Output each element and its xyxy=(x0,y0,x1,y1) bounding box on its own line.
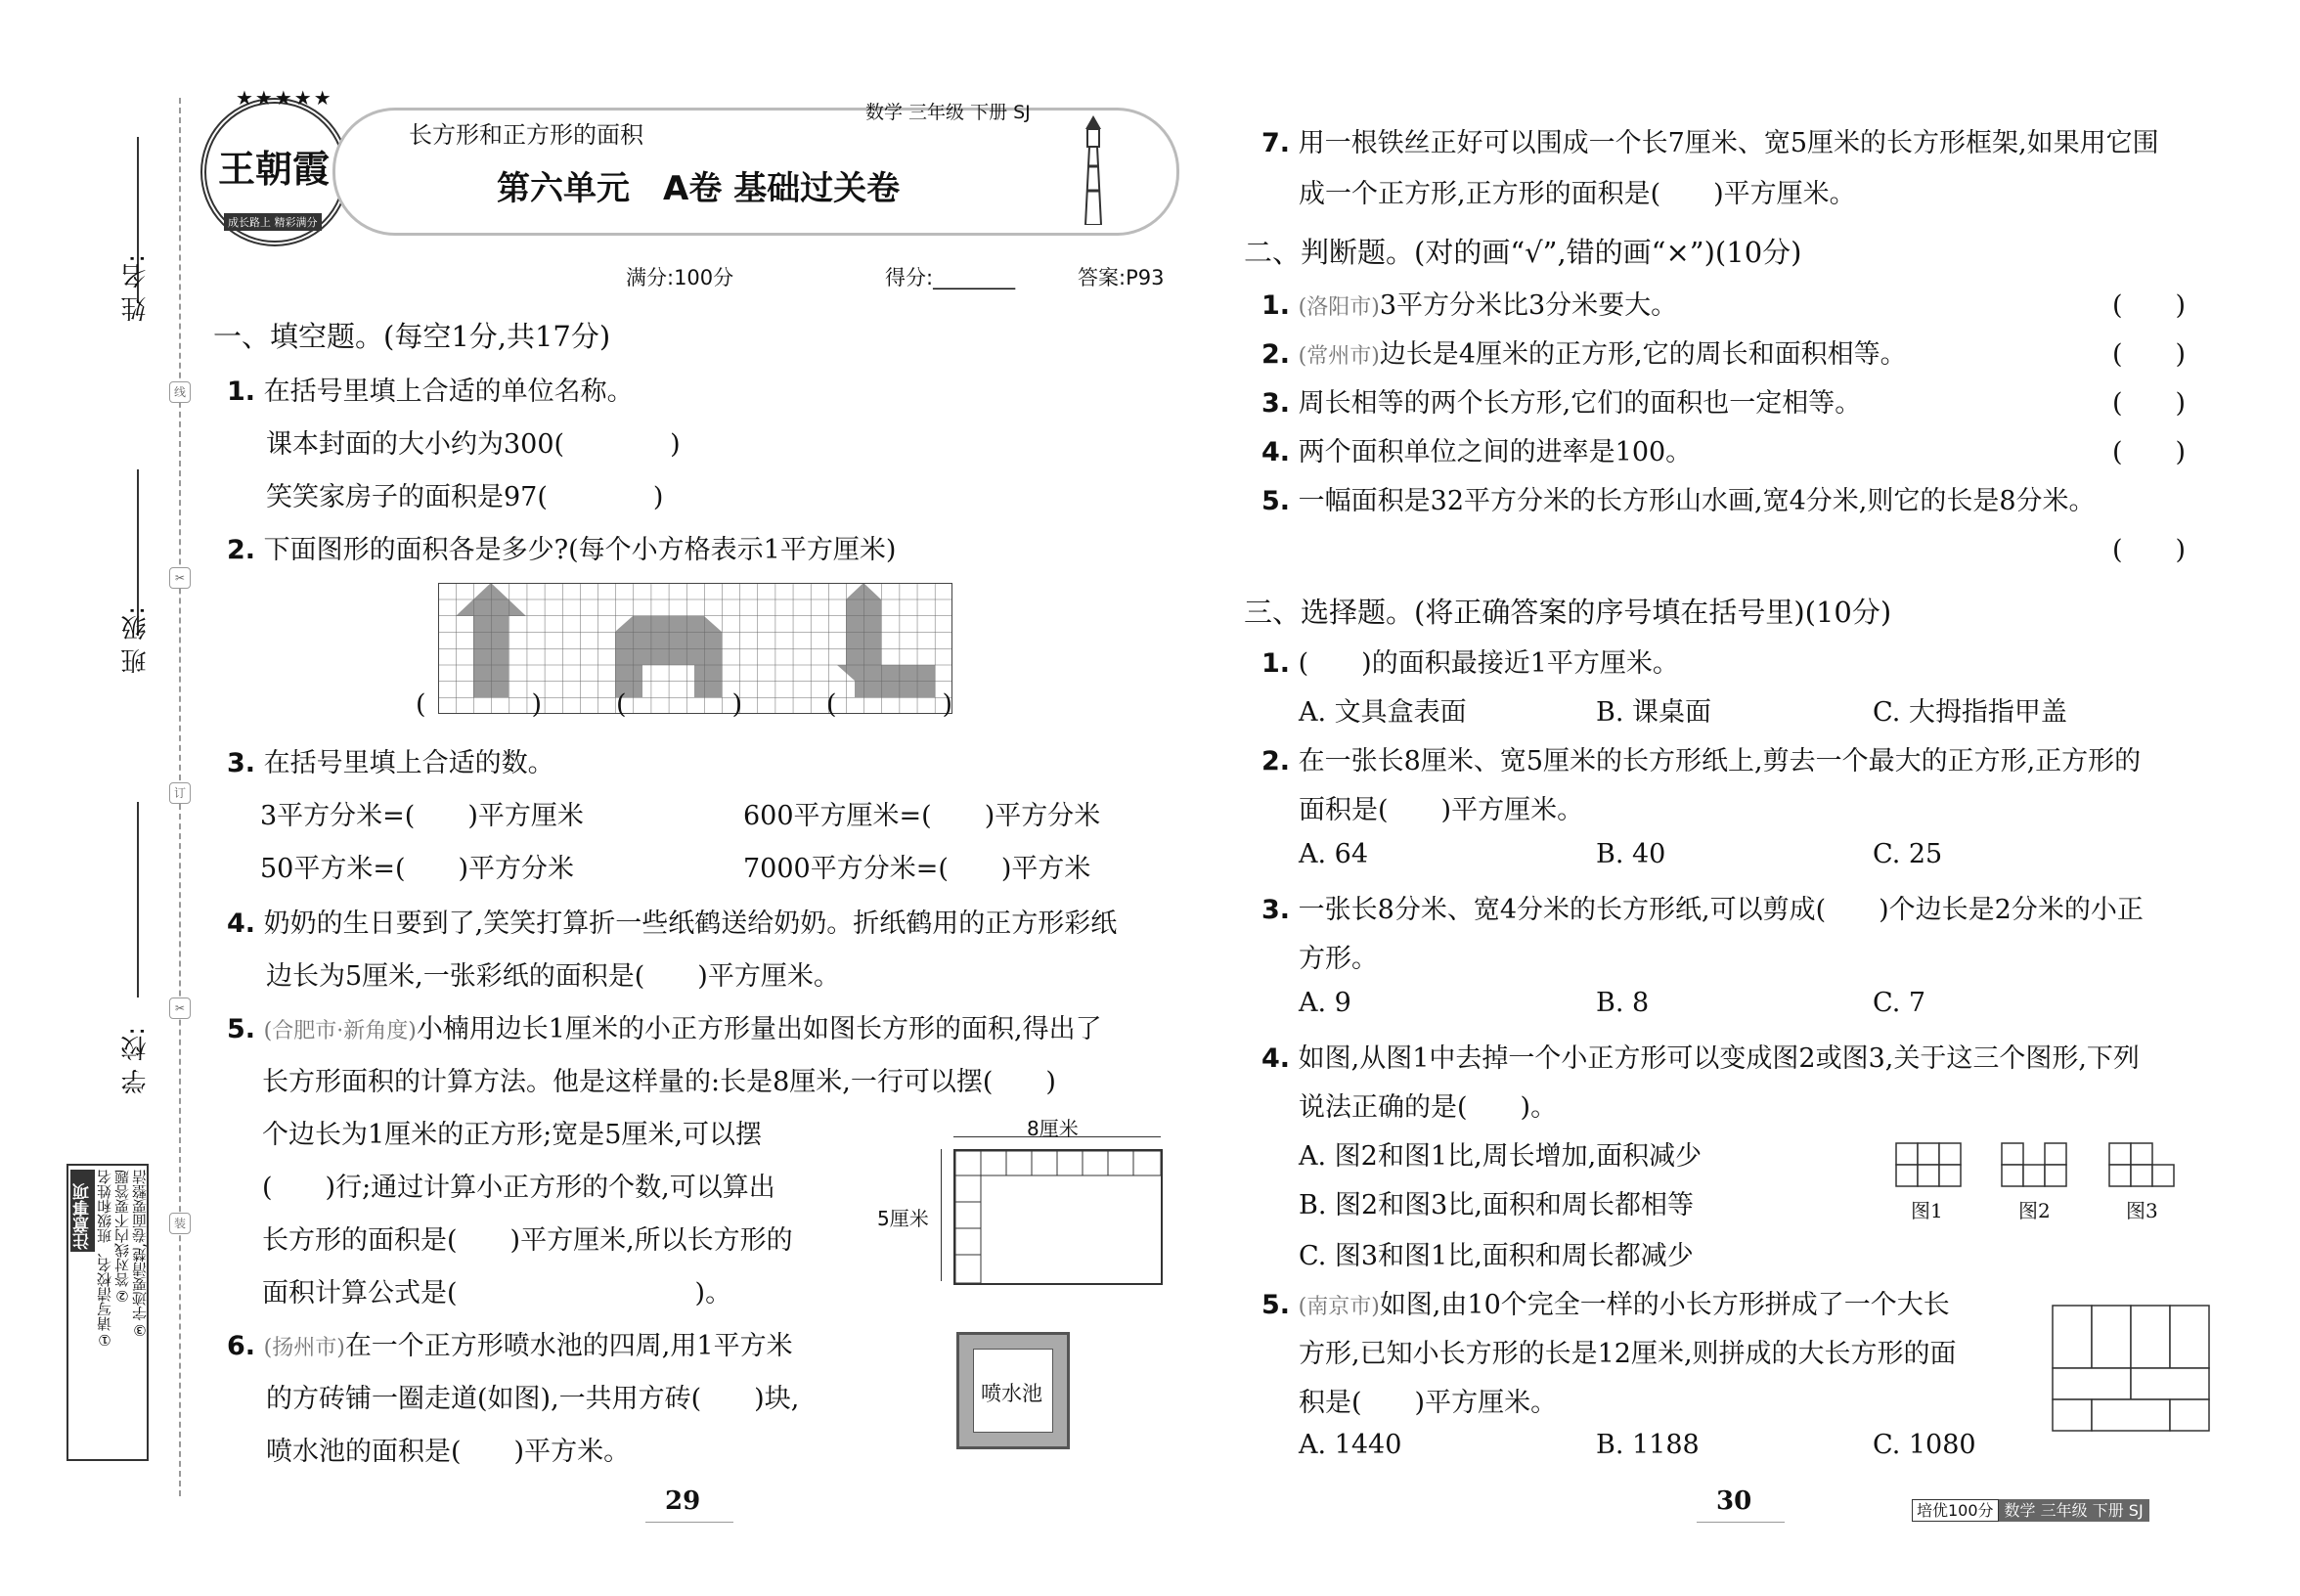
choice-3-option-b[interactable]: B. 8 xyxy=(1596,988,1650,1018)
choice-3-option-c[interactable]: C. 7 xyxy=(1873,988,1926,1018)
question-6-line1: 在一个正方形喷水池的四周,用1平方米 xyxy=(344,1331,793,1361)
judge-5: 5. 一幅面积是32平方分米的长方形山水画,宽4分米,则它的长是8分米。 xyxy=(1261,486,2096,516)
length-label: 8厘米 xyxy=(1027,1117,1079,1140)
judge-1-text: 3平方分米比3分米要大。 xyxy=(1379,290,1678,321)
choice-4-line2: 说法正确的是( )。 xyxy=(1299,1092,1558,1123)
choice-4: 4. 如图,从图1中去掉一个小正方形可以变成图2或图3,关于这三个图形,下列 xyxy=(1261,1043,2140,1074)
choice-2-line1: 在一张长8厘米、宽5厘米的长方形纸上,剪去一个最大的正方形,正方形的 xyxy=(1298,746,2142,776)
choice-5-option-a[interactable]: A. 1440 xyxy=(1299,1430,1402,1460)
page-ornament-left xyxy=(645,1522,733,1523)
judge-1: 1. (洛阳市)3平方分米比3分米要大。 xyxy=(1261,290,1678,321)
choice-5-line2: 方形,已知小长方形的长是12厘米,则拼成的大长方形的面 xyxy=(1299,1339,1957,1369)
star-icon: ★★★★★ xyxy=(236,86,333,110)
notice-item-3: ③字迹要清楚,卷面要整洁 xyxy=(131,1170,149,1339)
section-choice-title: 三、选择题。(将正确答案的序号填在括号里)(10分) xyxy=(1244,596,1892,629)
footer-meta: 数学 三年级 下册 SJ xyxy=(1999,1499,2149,1522)
cut-mark-1: 线 xyxy=(169,381,191,403)
page-number-left: 29 xyxy=(665,1486,701,1516)
answer-blank-fig2[interactable]: ( ) xyxy=(616,689,743,720)
question-6-line2: 的方砖铺一圈走道(如图),一共用方砖( )块, xyxy=(266,1384,800,1414)
choice-4-option-c[interactable]: C. 图3和图1比,面积和周长都减少 xyxy=(1299,1241,1694,1271)
scissors-icon: ✂ xyxy=(169,998,191,1019)
figure-2 xyxy=(2001,1142,2068,1187)
question-1-text: 在括号里填上合适的单位名称。 xyxy=(263,377,634,407)
judge-2-source: (常州市) xyxy=(1298,344,1380,369)
footer-badge xyxy=(1912,1498,2149,1522)
page-title: 第六单元 A卷 基础过关卷 xyxy=(497,169,901,208)
question-7: 7. 用一根铁丝正好可以围成一个长7厘米、宽5厘米的长方形框架,如果用它围 xyxy=(1261,128,2159,158)
question-5-line6: 面积计算公式是( )。 xyxy=(262,1278,732,1308)
choice-5-option-b[interactable]: B. 1188 xyxy=(1596,1430,1700,1460)
judge-2-answer[interactable]: ( ) xyxy=(2112,339,2187,370)
brick-rectangle-figure xyxy=(2052,1305,2210,1432)
judge-3-answer[interactable]: ( ) xyxy=(2112,388,2187,419)
choice-3-option-a[interactable]: A. 9 xyxy=(1299,988,1351,1018)
question-2: 2. 下面图形的面积各是多少?(每个小方格表示1平方厘米) xyxy=(227,535,897,565)
figure-3-label: 图3 xyxy=(2126,1199,2158,1222)
notice-box xyxy=(66,1164,149,1461)
school-label: 学 校: xyxy=(121,1027,151,1095)
choice-3-line1: 一张长8分米、宽4分米的长方形纸,可以剪成( )个边长是2分米的小正 xyxy=(1298,895,2144,925)
question-7-line2: 成一个正方形,正方形的面积是( )平方厘米。 xyxy=(1299,179,1856,209)
judge-2: 2. (常州市)边长是4厘米的正方形,它的周长和面积相等。 xyxy=(1261,339,1907,370)
judge-5-answer[interactable]: ( ) xyxy=(2112,535,2187,565)
scissors-icon: ✂ xyxy=(169,567,191,589)
question-5-line5: 长方形的面积是( )平方厘米,所以长方形的 xyxy=(262,1225,793,1256)
question-3a: 3平方分米=( )平方厘米 xyxy=(260,801,584,831)
choice-2: 2. 在一张长8厘米、宽5厘米的长方形纸上,剪去一个最大的正方形,正方形的 xyxy=(1261,746,2142,776)
cut-mark-2: 订 xyxy=(169,782,191,804)
full-score: 满分:100分 xyxy=(626,266,734,289)
page-ornament-right xyxy=(1697,1522,1785,1523)
question-5-line2: 长方形面积的计算方法。他是这样量的:长是8厘米,一行可以摆( ) xyxy=(262,1067,1056,1097)
answer-blank-fig1[interactable]: ( ) xyxy=(416,689,543,720)
question-5-source: (合肥市·新角度) xyxy=(263,1019,417,1043)
name-label: 姓 名: xyxy=(121,254,151,323)
rectangle-measure-figure xyxy=(953,1149,1163,1285)
judge-1-answer[interactable]: ( ) xyxy=(2112,290,2187,321)
question-6: 6. (扬州市)在一个正方形喷水池的四周,用1平方米 xyxy=(227,1331,793,1361)
question-5-line3: 个边长为1厘米的正方形;宽是5厘米,可以摆 xyxy=(262,1120,763,1150)
choice-4-line1: 如图,从图1中去掉一个小正方形可以变成图2或图3,关于这三个图形,下列 xyxy=(1298,1043,2140,1074)
question-1: 1. 在括号里填上合适的单位名称。 xyxy=(227,377,634,407)
question-1b: 笑笑家房子的面积是97( ) xyxy=(266,482,664,512)
choice-2-option-a[interactable]: A. 64 xyxy=(1299,839,1369,869)
choice-1-option-b[interactable]: B. 课桌面 xyxy=(1596,697,1712,728)
fountain-figure xyxy=(956,1332,1070,1449)
section-fill-blank-title: 一、填空题。(每空1分,共17分) xyxy=(213,320,611,353)
footer-tag: 培优100分 xyxy=(1912,1499,1999,1522)
judge-3: 3. 周长相等的两个长方形,它们的面积也一定相等。 xyxy=(1261,388,1862,419)
score-field[interactable]: 得分:________ xyxy=(885,266,1016,289)
judge-1-source: (洛阳市) xyxy=(1298,295,1380,320)
choice-1-option-c[interactable]: C. 大拇指指甲盖 xyxy=(1873,697,2067,728)
logo-badge xyxy=(200,86,349,246)
choice-1-option-a[interactable]: A. 文具盒表面 xyxy=(1299,697,1467,728)
question-6-source: (扬州市) xyxy=(263,1336,345,1360)
judge-4-answer[interactable]: ( ) xyxy=(2112,437,2187,467)
figure-3 xyxy=(2108,1142,2176,1187)
choice-4-option-b[interactable]: B. 图2和图3比,面积和周长都相等 xyxy=(1299,1190,1694,1220)
question-3: 3. 在括号里填上合适的数。 xyxy=(227,748,554,778)
answer-ref: 答案:P93 xyxy=(1078,266,1165,289)
choice-5: 5. (南京市)如图,由10个完全一样的小长方形拼成了一个大长 xyxy=(1261,1290,1950,1320)
question-7-line1: 用一根铁丝正好可以围成一个长7厘米、宽5厘米的长方形框架,如果用它围 xyxy=(1298,128,2159,158)
choice-5-line1: 如图,由10个完全一样的小长方形拼成了一个大长 xyxy=(1379,1290,1950,1320)
choice-2-option-b[interactable]: B. 40 xyxy=(1596,839,1666,869)
notice-item-1: ①请写清校名、班级和姓名 xyxy=(96,1170,113,1349)
judge-4-text: 两个面积单位之间的进率是100。 xyxy=(1298,437,1693,467)
question-4: 4. 奶奶的生日要到了,笑笑打算折一些纸鹤送给奶奶。折纸鹤用的正方形彩纸 xyxy=(227,909,1118,939)
page-number-right: 30 xyxy=(1716,1486,1752,1516)
meta-label: 数学 三年级 下册 SJ xyxy=(865,102,1031,123)
school-line xyxy=(137,802,139,998)
figure-2-label: 图2 xyxy=(2018,1199,2051,1222)
choice-2-option-c[interactable]: C. 25 xyxy=(1873,839,1943,869)
choice-3-line2: 方形。 xyxy=(1299,944,1378,974)
logo-slogan: 成长路上 精彩满分 xyxy=(224,213,322,231)
choice-5-line3: 积是( )平方厘米。 xyxy=(1299,1388,1558,1418)
notice-item-2: ②答对线内不要答题 xyxy=(113,1170,131,1305)
question-5: 5. (合肥市·新角度)小楠用边长1厘米的小正方形量出如图长方形的面积,得出了 xyxy=(227,1014,1102,1044)
question-1a: 课本封面的大小约为300( ) xyxy=(266,429,681,460)
class-label: 班 级: xyxy=(121,606,151,675)
question-3c: 50平方米=( )平方分米 xyxy=(260,854,575,884)
width-label: 5厘米 xyxy=(877,1207,929,1230)
question-3-text: 在括号里填上合适的数。 xyxy=(263,748,554,778)
width-dimension-line xyxy=(941,1149,942,1281)
cut-mark-3: 装 xyxy=(169,1213,191,1234)
judge-3-text: 周长相等的两个长方形,它们的面积也一定相等。 xyxy=(1298,388,1862,419)
judge-4: 4. 两个面积单位之间的进率是100。 xyxy=(1261,437,1693,467)
question-3b: 600平方厘米=( )平方分米 xyxy=(743,801,1101,831)
answer-blank-fig3[interactable]: ( ) xyxy=(826,689,953,720)
choice-4-option-a[interactable]: A. 图2和图1比,周长增加,面积减少 xyxy=(1299,1141,1703,1172)
notice-title: 注意事项 xyxy=(70,1170,95,1252)
topic-label: 长方形和正方形的面积 xyxy=(409,121,643,149)
question-5-line4: ( )行;通过计算小正方形的个数,可以算出 xyxy=(262,1173,775,1203)
question-4-line1: 奶奶的生日要到了,笑笑打算折一些纸鹤送给奶奶。折纸鹤用的正方形彩纸 xyxy=(263,909,1118,939)
pool-label: 喷水池 xyxy=(981,1382,1042,1405)
choice-5-source: (南京市) xyxy=(1298,1295,1380,1319)
choice-1-text: ( )的面积最接近1平方厘米。 xyxy=(1298,648,1679,679)
question-3d: 7000平方分米=( )平方米 xyxy=(743,854,1091,884)
judge-5-text: 一幅面积是32平方分米的长方形山水画,宽4分米,则它的长是8分米。 xyxy=(1298,486,2096,516)
question-2-text: 下面图形的面积各是多少?(每个小方格表示1平方厘米) xyxy=(263,535,897,565)
figure-1-label: 图1 xyxy=(1911,1199,1943,1222)
choice-2-line2: 面积是( )平方厘米。 xyxy=(1299,795,1584,825)
section-judge-title: 二、判断题。(对的画“√”,错的画“×”)(10分) xyxy=(1244,236,1802,269)
choice-3: 3. 一张长8分米、宽4分米的长方形纸,可以剪成( )个边长是2分米的小正 xyxy=(1261,895,2144,925)
question-4-line2: 边长为5厘米,一张彩纸的面积是( )平方厘米。 xyxy=(266,961,840,992)
question-5-line1: 小楠用边长1厘米的小正方形量出如图长方形的面积,得出了 xyxy=(416,1014,1102,1044)
judge-2-text: 边长是4厘米的正方形,它的周长和面积相等。 xyxy=(1379,339,1907,370)
choice-5-option-c[interactable]: C. 1080 xyxy=(1873,1430,1976,1460)
question-6-line3: 喷水池的面积是( )平方米。 xyxy=(266,1437,631,1467)
lighthouse-icon xyxy=(1076,108,1111,225)
choice-1: 1. ( )的面积最接近1平方厘米。 xyxy=(1261,648,1679,679)
figure-1 xyxy=(1895,1142,1963,1187)
logo-text: 王朝霞 xyxy=(218,150,331,191)
